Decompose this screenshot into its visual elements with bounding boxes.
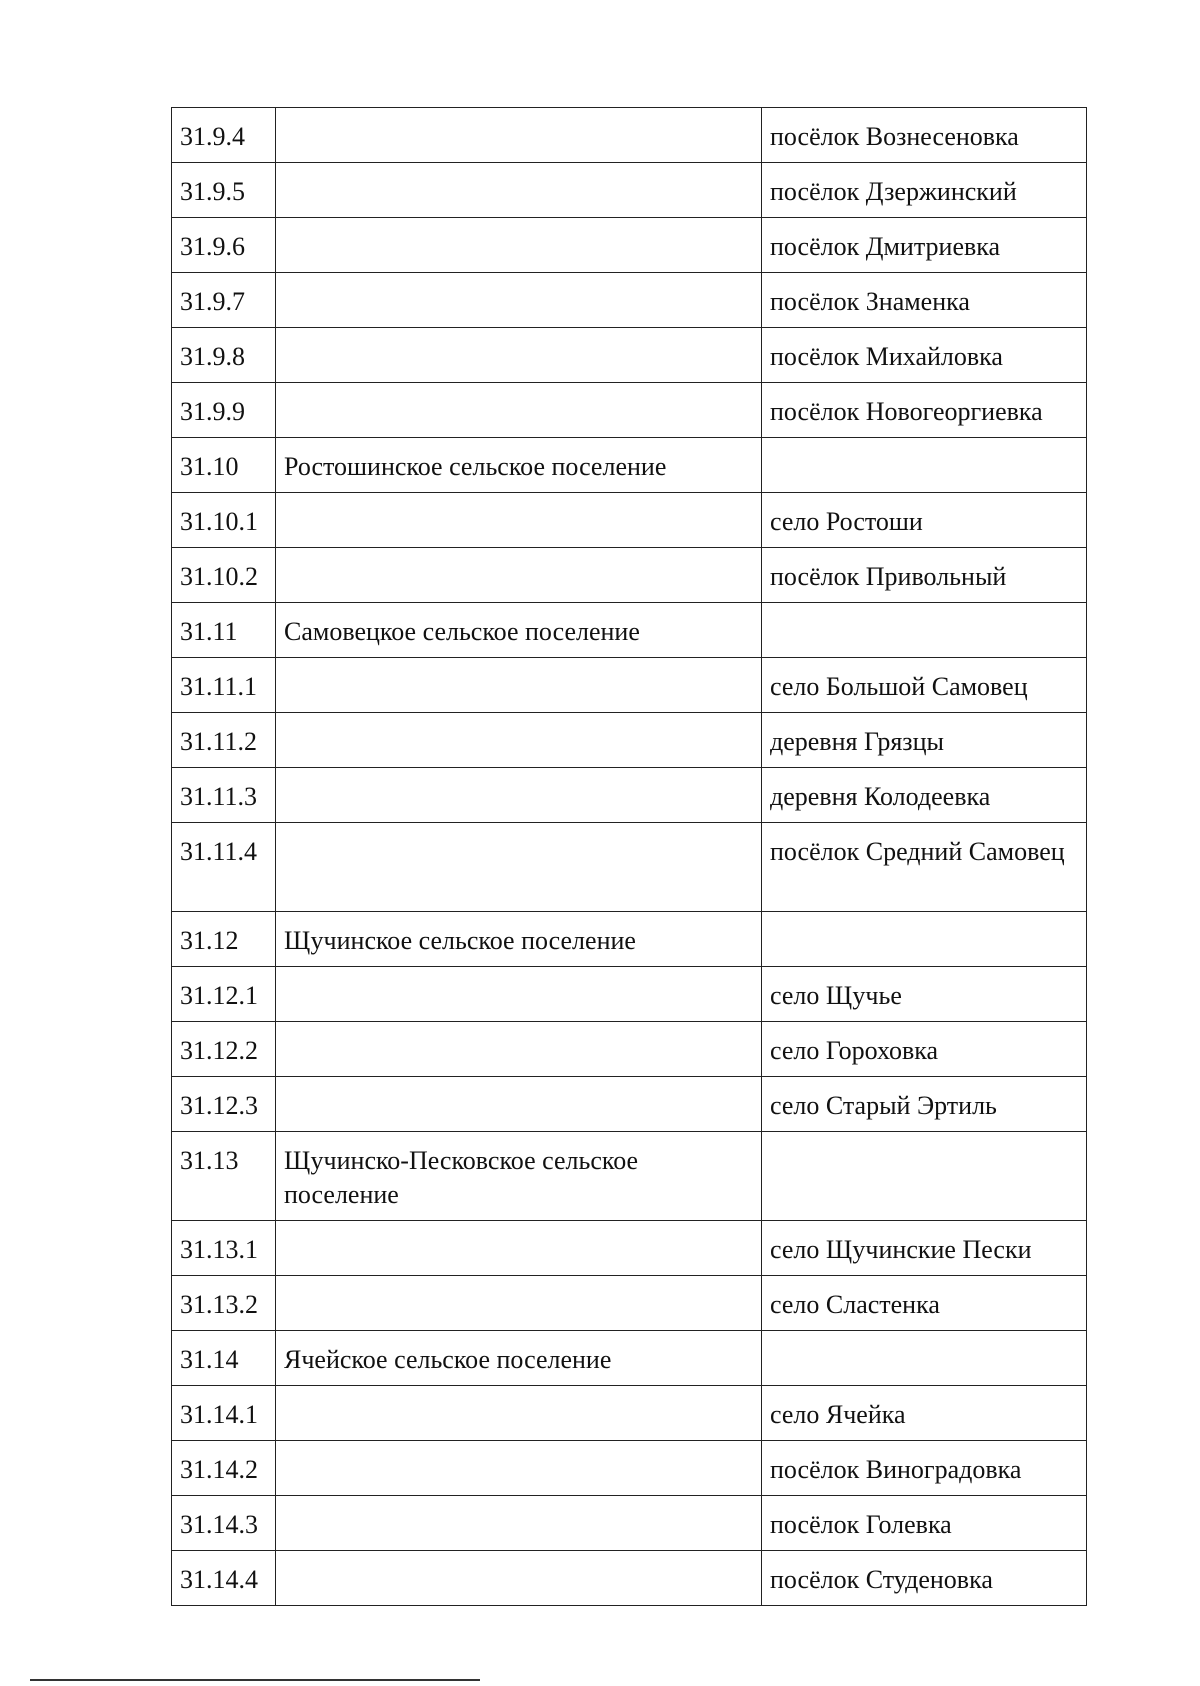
settlements-table xyxy=(171,107,1087,1606)
row-settlement-name xyxy=(276,768,762,823)
row-code: 31.9.6 xyxy=(172,218,276,273)
row-code: 31.11.4 xyxy=(172,823,276,912)
row-locality xyxy=(762,603,1087,658)
row-settlement-name: Щучинско-Песковское сельское поселение xyxy=(276,1132,762,1221)
row-code: 31.13 xyxy=(172,1132,276,1221)
row-settlement-name xyxy=(276,967,762,1022)
table-row xyxy=(172,438,1087,493)
row-code: 31.13.2 xyxy=(172,1276,276,1331)
row-locality: село Сластенка xyxy=(762,1276,1087,1331)
table-row xyxy=(172,1441,1087,1496)
row-code: 31.14.1 xyxy=(172,1386,276,1441)
table-row xyxy=(172,967,1087,1022)
table-row xyxy=(172,493,1087,548)
row-locality xyxy=(762,1331,1087,1386)
row-settlement-name xyxy=(276,273,762,328)
row-code: 31.11 xyxy=(172,603,276,658)
row-code: 31.14.2 xyxy=(172,1441,276,1496)
row-locality: село Большой Самовец xyxy=(762,658,1087,713)
row-locality: посёлок Дзержинский xyxy=(762,163,1087,218)
row-locality: посёлок Новогеоргиевка xyxy=(762,383,1087,438)
row-locality: деревня Грязцы xyxy=(762,713,1087,768)
row-settlement-name xyxy=(276,548,762,603)
row-settlement-name xyxy=(276,1276,762,1331)
table-row xyxy=(172,218,1087,273)
row-settlement-name xyxy=(276,328,762,383)
row-locality: посёлок Голевка xyxy=(762,1496,1087,1551)
table-row xyxy=(172,1077,1087,1132)
row-settlement-name xyxy=(276,108,762,163)
settlements-table-body xyxy=(172,108,1087,1606)
table-row xyxy=(172,912,1087,967)
row-locality: посёлок Привольный xyxy=(762,548,1087,603)
row-locality: посёлок Виноградовка xyxy=(762,1441,1087,1496)
row-locality: село Гороховка xyxy=(762,1022,1087,1077)
row-settlement-name xyxy=(276,1022,762,1077)
table-row xyxy=(172,713,1087,768)
row-settlement-name: Ячейское сельское поселение xyxy=(276,1331,762,1386)
table-row xyxy=(172,658,1087,713)
table-row xyxy=(172,768,1087,823)
row-settlement-name xyxy=(276,493,762,548)
table-row xyxy=(172,823,1087,912)
row-code: 31.14.4 xyxy=(172,1551,276,1606)
row-code: 31.9.9 xyxy=(172,383,276,438)
row-code: 31.9.5 xyxy=(172,163,276,218)
row-code: 31.13.1 xyxy=(172,1221,276,1276)
table-row xyxy=(172,328,1087,383)
row-settlement-name xyxy=(276,1386,762,1441)
row-locality: посёлок Вознесеновка xyxy=(762,108,1087,163)
table-row xyxy=(172,1386,1087,1441)
row-code: 31.12.3 xyxy=(172,1077,276,1132)
row-code: 31.9.4 xyxy=(172,108,276,163)
table-row xyxy=(172,1331,1087,1386)
row-settlement-name xyxy=(276,1077,762,1132)
row-code: 31.11.3 xyxy=(172,768,276,823)
row-locality: посёлок Дмитриевка xyxy=(762,218,1087,273)
table-row xyxy=(172,1022,1087,1077)
row-settlement-name xyxy=(276,1441,762,1496)
row-settlement-name xyxy=(276,218,762,273)
row-locality: село Щучье xyxy=(762,967,1087,1022)
row-code: 31.12 xyxy=(172,912,276,967)
row-settlement-name: Самовецкое сельское поселение xyxy=(276,603,762,658)
row-code: 31.10.2 xyxy=(172,548,276,603)
row-locality xyxy=(762,1132,1087,1221)
row-code: 31.12.1 xyxy=(172,967,276,1022)
row-code: 31.9.8 xyxy=(172,328,276,383)
row-settlement-name xyxy=(276,823,762,912)
footnote-rule xyxy=(30,1679,480,1681)
row-locality: посёлок Средний Самовец xyxy=(762,823,1087,912)
row-settlement-name xyxy=(276,1551,762,1606)
row-locality: посёлок Михайловка xyxy=(762,328,1087,383)
row-settlement-name: Щучинское сельское поселение xyxy=(276,912,762,967)
row-code: 31.11.2 xyxy=(172,713,276,768)
row-code: 31.9.7 xyxy=(172,273,276,328)
table-row xyxy=(172,1221,1087,1276)
row-settlement-name xyxy=(276,1221,762,1276)
row-settlement-name xyxy=(276,163,762,218)
table-row xyxy=(172,108,1087,163)
row-settlement-name xyxy=(276,713,762,768)
table-row xyxy=(172,1276,1087,1331)
row-locality: село Щучинские Пески xyxy=(762,1221,1087,1276)
row-locality: село Ростоши xyxy=(762,493,1087,548)
table-row xyxy=(172,1132,1087,1221)
row-code: 31.14 xyxy=(172,1331,276,1386)
row-code: 31.14.3 xyxy=(172,1496,276,1551)
row-code: 31.11.1 xyxy=(172,658,276,713)
row-settlement-name xyxy=(276,1496,762,1551)
table-row xyxy=(172,548,1087,603)
row-locality xyxy=(762,438,1087,493)
table-row xyxy=(172,603,1087,658)
row-locality: посёлок Знаменка xyxy=(762,273,1087,328)
row-code: 31.12.2 xyxy=(172,1022,276,1077)
table-row xyxy=(172,273,1087,328)
row-code: 31.10.1 xyxy=(172,493,276,548)
row-code: 31.10 xyxy=(172,438,276,493)
row-settlement-name xyxy=(276,658,762,713)
row-locality: деревня Колодеевка xyxy=(762,768,1087,823)
row-locality: село Старый Эртиль xyxy=(762,1077,1087,1132)
row-settlement-name: Ростошинское сельское поселение xyxy=(276,438,762,493)
row-locality xyxy=(762,912,1087,967)
table-row xyxy=(172,1496,1087,1551)
row-locality: посёлок Студеновка xyxy=(762,1551,1087,1606)
row-settlement-name xyxy=(276,383,762,438)
table-row xyxy=(172,163,1087,218)
table-row xyxy=(172,1551,1087,1606)
table-row xyxy=(172,383,1087,438)
row-locality: село Ячейка xyxy=(762,1386,1087,1441)
